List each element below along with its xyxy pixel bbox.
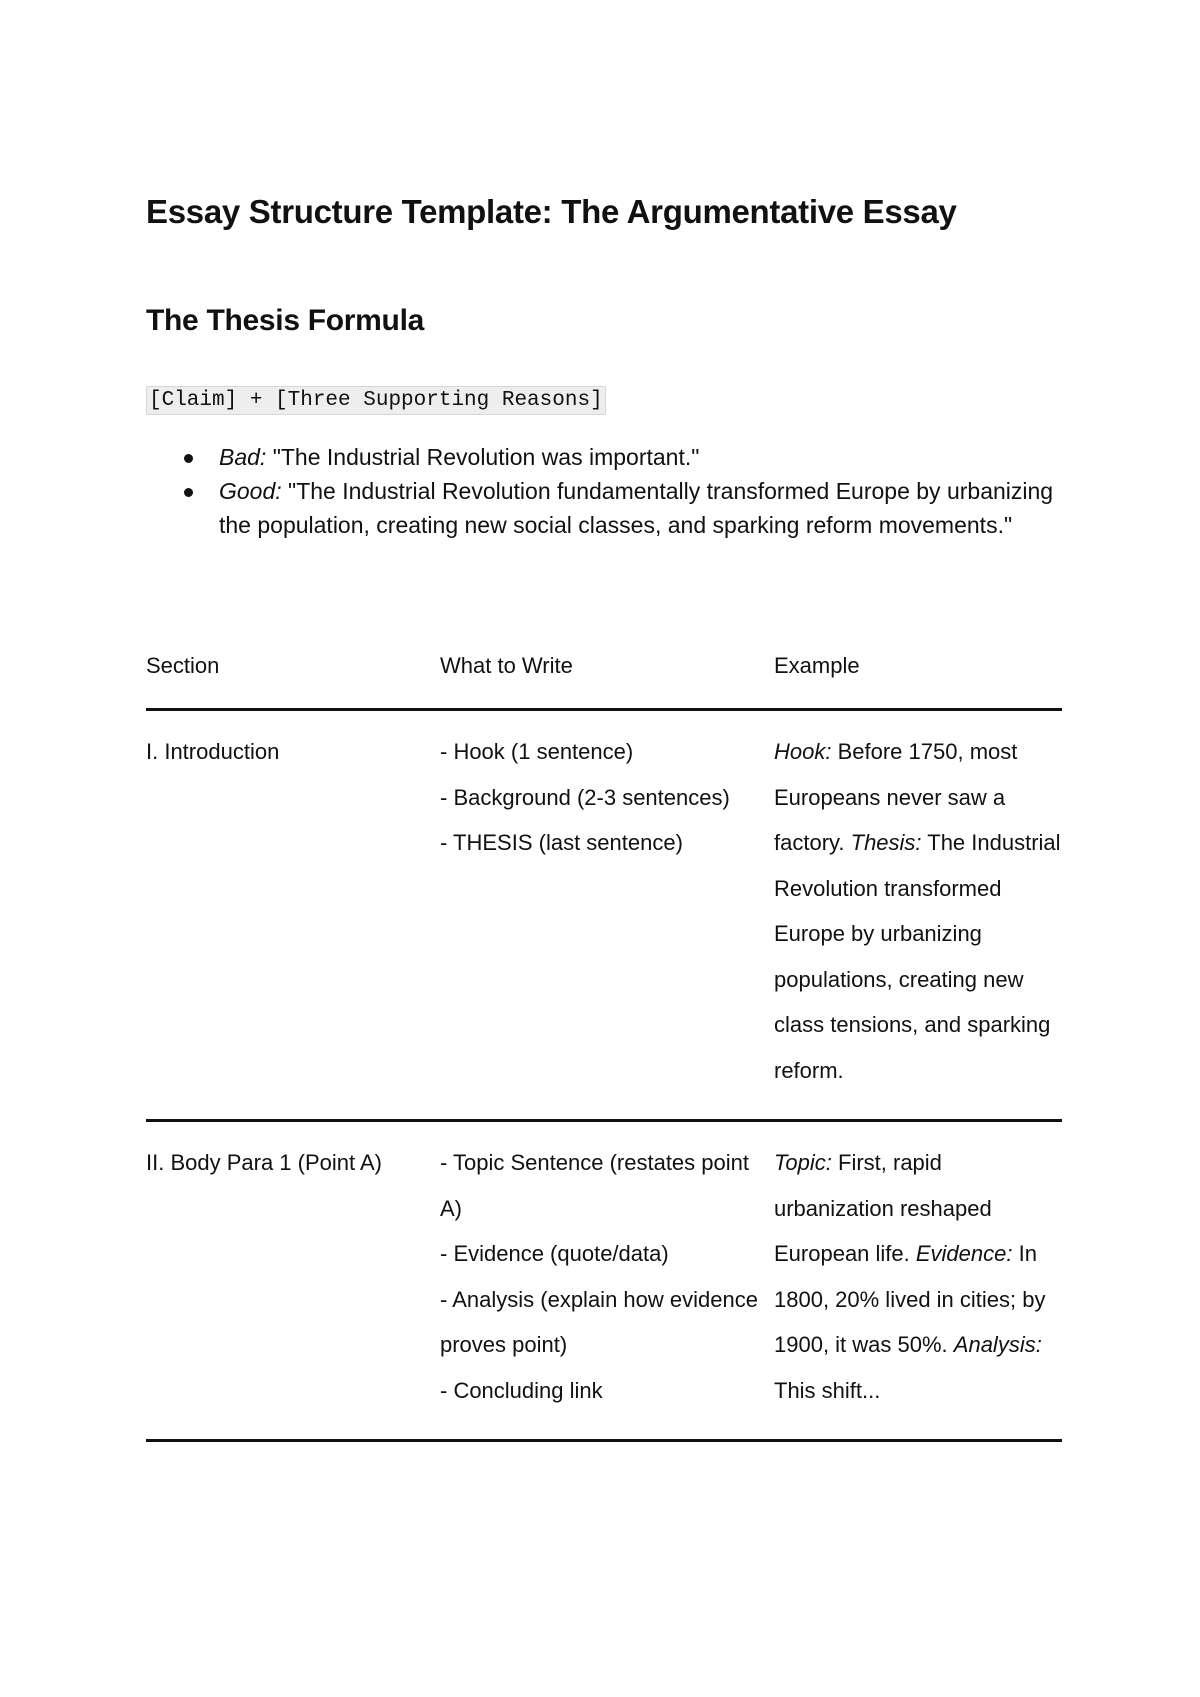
instruction-line: - Background (2-3 sentences) xyxy=(440,784,730,810)
example-label: Good: xyxy=(219,478,282,504)
example-text: "The Industrial Revolution was important." xyxy=(266,444,700,470)
section-cell: I. Introduction xyxy=(146,710,440,1121)
column-header-example: Example xyxy=(774,640,1062,710)
list-item-bad-example xyxy=(146,440,1062,474)
instruction-line: - Topic Sentence (restates point A) xyxy=(440,1150,749,1221)
bullet-icon xyxy=(184,488,193,497)
what-to-write-cell xyxy=(440,710,774,1121)
instruction-line: - Analysis (explain how evidence proves point) xyxy=(440,1286,758,1357)
instruction-line: - Hook (1 sentence) xyxy=(440,739,634,764)
instruction-line: - THESIS (last sentence) xyxy=(440,830,683,855)
table-row xyxy=(146,1121,1062,1441)
column-header-section: Section xyxy=(146,640,440,710)
essay-structure-table xyxy=(146,640,1062,1442)
example-text: The Industrial Revolution transformed Europe by urbanizing populations, creating new class tensions, and sparking reform. xyxy=(774,830,1061,1083)
example-text: First, rapid urbanization reshaped European life. xyxy=(774,1150,992,1266)
instruction-line: - Evidence (quote/data) xyxy=(440,1241,669,1266)
page-title: Essay Structure Template: The Argumentative Essay xyxy=(146,193,957,230)
example-label: Analysis: xyxy=(953,1332,1042,1357)
table-header-row xyxy=(146,640,1062,710)
example-label: Thesis: xyxy=(850,830,922,855)
example-cell xyxy=(774,710,1062,1121)
thesis-formula-heading: The Thesis Formula xyxy=(146,304,424,337)
example-label: Evidence: xyxy=(915,1241,1013,1266)
bullet-icon xyxy=(184,454,193,463)
thesis-examples-list xyxy=(146,440,1062,542)
example-text: "The Industrial Revolution fundamentally transformed Europe by urbanizing the population, creating new social classes, and sparking reform movements." xyxy=(219,478,1054,538)
list-item-good-example xyxy=(146,474,1062,542)
example-cell xyxy=(774,1121,1062,1441)
example-text: This shift... xyxy=(774,1377,881,1403)
thesis-formula-code: [Claim] + [Three Supporting Reasons] xyxy=(146,386,606,415)
example-label: Topic: xyxy=(774,1150,832,1175)
example-text: Before 1750, most Europeans never saw a factory. xyxy=(774,739,1018,855)
section-cell: II. Body Para 1 (Point A) xyxy=(146,1121,440,1441)
what-to-write-cell xyxy=(440,1121,774,1441)
instruction-line: - Concluding link xyxy=(440,1377,603,1403)
example-text: In 1800, 20% lived in cities; by 1900, it was 50%. xyxy=(774,1241,1046,1357)
example-label: Bad: xyxy=(219,444,267,470)
example-label: Hook: xyxy=(774,739,832,764)
column-header-what-to-write: What to Write xyxy=(440,640,774,710)
table-row xyxy=(146,710,1062,1121)
